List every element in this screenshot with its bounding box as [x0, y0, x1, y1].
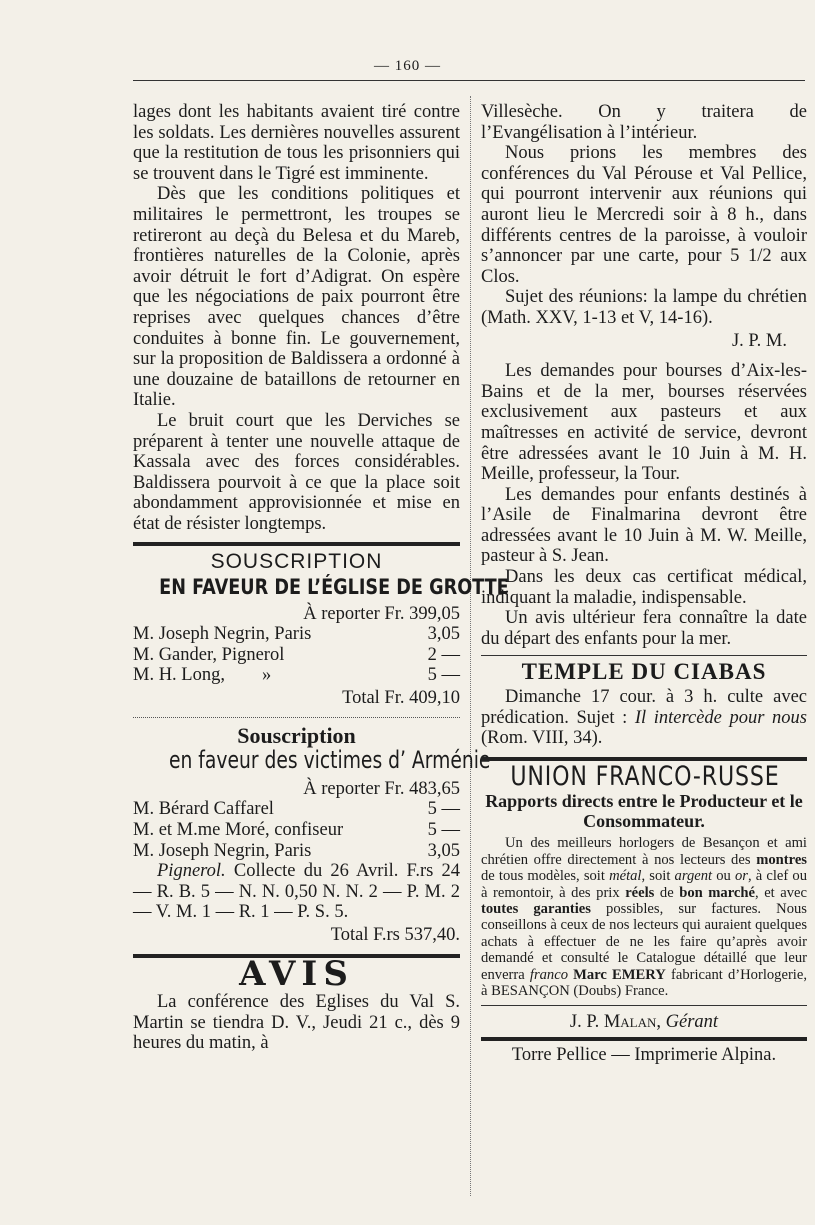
section-subtitle: en faveur des victimes d’ Arménie: [168, 746, 491, 775]
donor-row: [133, 841, 460, 862]
article-paragraph: Les demandes pour bourses d’Aix-les-Bains et de la mer, bourses réservées exclusivement aux pasteurs et aux maîtresses en activité de service, devront être adressées avant le 10 Juin à M. H. Meille, professeur, la Tour.: [481, 361, 807, 485]
advert-text: fabricant d’Horlogerie, à BESANÇON (Doubs) France.: [481, 966, 807, 1000]
donor-row: [133, 624, 460, 645]
advert-text: de tous modèles, soit: [481, 868, 610, 885]
advert-text: de: [654, 884, 680, 901]
collecte-place: Pignerol.: [157, 861, 226, 882]
temple-text-a: Dimanche 17 cour. à 3 h. culte avec prédication. Sujet :: [481, 687, 807, 728]
advert-text: possibles, sur factures. Nous conseillons à ceux de nos lecteurs qui auraient quelques achats à effectuer de ne les faire qu’après avoir demandé et consulté le Catalogue détaillé que leur enverra: [481, 901, 807, 983]
gerant-role: Gérant: [665, 1012, 719, 1033]
collecte-text: Collecte du 26 Avril. F.rs 24 — R. B. 5 — N. N. 0,50 N. N. 2 — P. M. 2 — V. M. 1 — R. 1 — P. S. 5.: [133, 861, 460, 923]
left-column: [133, 102, 509, 1054]
advert-text: , et avec: [755, 884, 807, 901]
temple-text: [481, 687, 807, 749]
collecte-paragraph: [133, 861, 460, 923]
article-paragraph: Dans les deux cas certificat médical, indiquant la maladie, indispensable.: [481, 567, 807, 608]
donor-name: M. et M.me Moré, confiseur: [133, 820, 344, 840]
header-rule: [133, 80, 805, 81]
report-line: À reporter Fr. 399,05: [303, 603, 460, 624]
total-line: Total Fr. 409,10: [342, 688, 460, 709]
report-line: À reporter Fr. 483,65: [303, 778, 460, 799]
advert-bold: toutes garanties: [481, 901, 591, 918]
article-paragraph: Le bruit court que les Derviches se préparent à tenter une nouvelle attaque de Kassala avec des forces considérables. Baldissera pourvoit à ce que la place soit abondamment approvisionnée et mise en état de résister longtemps.: [133, 410, 460, 534]
advert-italic: or: [734, 868, 748, 885]
article-paragraph: Sujet des réunions: la lampe du chrétien (Math. XXV, 1-13 et V, 14-16).: [481, 287, 807, 328]
advert-text: , soit: [641, 868, 675, 885]
advert-text: ou: [712, 868, 735, 885]
section-rule: [481, 1037, 807, 1041]
signature: J. P. M.: [731, 330, 787, 351]
article-paragraph: Nous prions les membres des conférences du Val Pérouse et Val Pellice, qui pourront intervenir aux réunions qui auront lieu le Mercredi soir à 8 h., dans différents centres de la paroisse, à vouloir s’annoncer par une carte, pour 5 1/2 aux Clos.: [481, 143, 807, 287]
section-title: Souscription: [237, 722, 356, 748]
advert-bold: réels: [625, 884, 655, 901]
section-rule: [481, 1005, 807, 1006]
donor-name: M. Bérard Caffarel: [133, 799, 274, 820]
advert-italic: métal: [609, 868, 642, 885]
column-divider: [470, 96, 471, 1196]
article-paragraph: Un avis ultérieur fera connaître la date du départ des enfants pour la mer.: [481, 608, 807, 649]
donor-name: M. H. Long, »: [133, 665, 272, 686]
advert-bold: Marc EMERY: [568, 966, 666, 983]
advert-bold: bon marché: [679, 884, 756, 901]
section-title: UNION FRANCO-RUSSE: [510, 760, 780, 792]
donor-row: [133, 665, 460, 686]
donor-row: [133, 799, 460, 820]
donor-amount: 5 —: [427, 799, 460, 820]
article-paragraph: Les demandes pour enfants destinés à l’Asile de Finalmarina devront être adressées avant le 10 Juin à M. W. Meille, pasteur à S. Jean.: [481, 484, 807, 567]
temple-section: [481, 659, 808, 749]
article-paragraph: Dès que les conditions politiques et militaires le permettront, les troupes se retireront au deçà du Belesa et du Mareb, frontières naturelles de la Colonie, après avoir détruit le fort d’Adigrat. On espère que les négociations de paix pourront être reprises avec quelques chances d’être conduites à bonne fin. Le gouvernement, sur la proposition de Baldissera a ordonné à une douzaine de bataillons de retourner en Italie.: [133, 184, 460, 411]
article-paragraph: lages dont les habitants avaient tiré contre les soldats. Les dernières nouvelles assurent que la restitution de tous les prisonniers qui se trouvent dans le Tigré est imminente.: [133, 102, 460, 184]
avis-section: [133, 953, 460, 1054]
donor-amount: 5 —: [427, 665, 460, 686]
section-rule: [133, 717, 460, 718]
donor-name: M. Joseph Negrin, Paris: [133, 624, 312, 645]
donor-name: M. Gander, Pignerol: [133, 644, 285, 665]
donor-name: M. Joseph Negrin, Paris: [133, 840, 312, 861]
advert-italic: argent: [674, 868, 713, 885]
advert-text: , à clef ou à remontoir, à des prix: [481, 868, 807, 901]
section-title: SOUSCRIPTION: [210, 550, 383, 574]
page-number: — 160 —: [374, 58, 441, 74]
donor-amount: 5 —: [427, 820, 460, 840]
donor-amount: 3,05: [427, 840, 460, 861]
union-advert-text: [481, 835, 807, 999]
advert-text: Un des meilleurs horlogers de Besançon et ami chrétien offre directement à nos lecteurs des: [481, 835, 807, 868]
avis-text: La conférence des Eglises du Val S. Martin se tiendra D. V., Jeudi 21 c., dès 9 heures du matin, à: [133, 992, 460, 1054]
section-title: AVIS: [239, 953, 354, 994]
section-rule: [133, 542, 460, 546]
total-line: Total F.rs 537,40.: [330, 924, 460, 945]
donor-row: [133, 820, 460, 841]
article-paragraph: Villesèche. On y traitera de l’Evangélisation à l’intérieur.: [481, 102, 807, 143]
gerant-name: J. P. Malan,: [569, 1012, 662, 1033]
section-subtitle: EN FAVEUR DE L’ÉGLISE DE GROTTE: [159, 575, 509, 600]
donor-amount: 3,05: [427, 624, 460, 645]
souscription-armenie: [133, 722, 491, 946]
advert-italic: franco: [529, 966, 568, 983]
union-section: [481, 760, 807, 1000]
gerant-signature: [481, 1012, 807, 1033]
donor-amount: 2 —: [427, 644, 460, 665]
sermon-subject: Il intercède pour nous: [634, 707, 808, 728]
souscription-grotte: [133, 550, 509, 709]
right-column: [481, 102, 807, 1066]
section-rule: [481, 655, 807, 656]
advert-bold: montres: [756, 851, 807, 868]
section-title: TEMPLE DU CIABAS: [521, 659, 767, 685]
donor-row: [133, 645, 460, 666]
imprint: Torre Pellice — Imprimerie Alpina.: [511, 1045, 777, 1066]
temple-text-b: (Rom. VIII, 34).: [481, 728, 603, 749]
section-subtitle: Rapports directs entre le Producteur et le Consommateur.: [485, 791, 803, 832]
